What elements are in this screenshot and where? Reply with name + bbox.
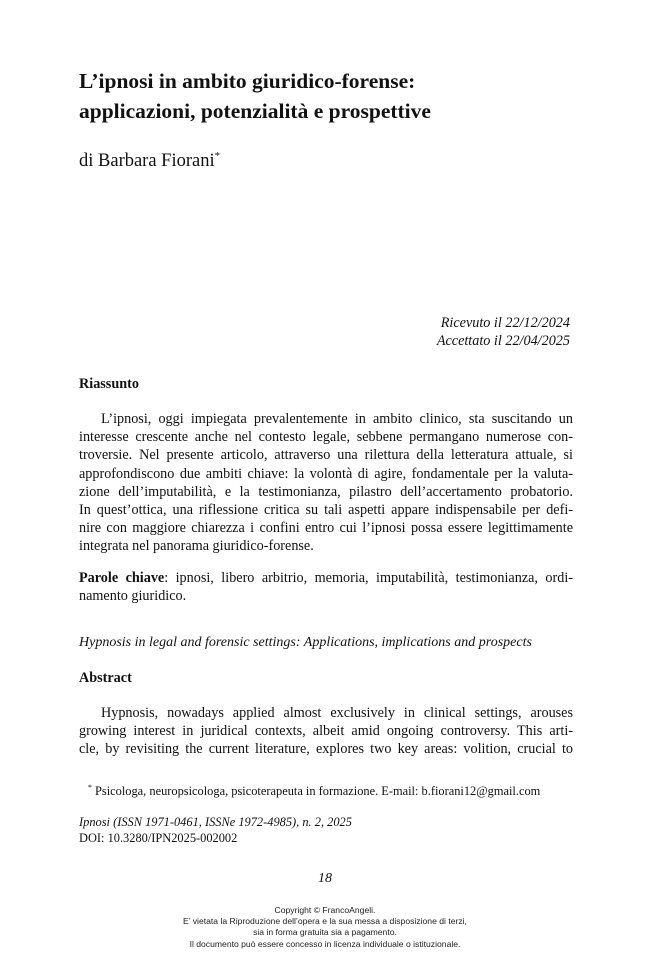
riassunto-line: In quest’ottica, una riflessione critica su tali aspetti appare indispensabile per defi- [79,502,573,519]
riassunto-line: interesse crescente anche nel contesto legale, sebbene permangano numerose con- [79,429,573,446]
copyright-line: Il documento può essere concesso in licenza individuale o istituzionale. [189,938,461,949]
riassunto-line: integrata nel panorama giuridico-forense. [79,538,314,555]
page-number: 18 [318,871,332,886]
riassunto-line: troversie. Nel presente articolo, attraverso una rilettura della letteratura attuale, si [79,447,573,464]
article-title [79,66,599,126]
riassunto-body [79,410,573,556]
abstract-line: growing interest in juridical contexts, albeit amid ongoing controversy. This arti- [79,723,573,740]
journal-info [79,815,352,846]
english-title: Hypnosis in legal and forensic settings: Applications, implications and prospects [79,635,532,650]
abstract-line: Hypnosis, nowadays applied almost exclusively in clinical settings, arouses [101,705,573,721]
title-line-1: L’ipnosi in ambito giuridico-forense: [79,69,416,93]
abstract-line: cle, by revisiting the current literature, explores two key areas: volition, crucial to [79,741,573,758]
keywords-block [79,569,573,605]
received-date: Ricevuto il 22/12/2024 [440,315,570,331]
copyright-notice [0,905,650,950]
footnote [88,784,540,799]
keywords-label: Parole chiave [79,570,165,586]
riassunto-line: zione dell’imputabilità, e la testimonianza, pilastro dell’accertamento probatorio. [79,483,573,500]
footnote-text: Psicologa, neuropsicologa, psicoterapeuta in formazione. E-mail: b.fiorani12@gmail.com [95,784,541,798]
title-line-2: applicazioni, potenzialità e prospettive [79,99,431,123]
riassunto-line: nire con maggiore chiarezza i confini entro cui l’ipnosi possa essere legittimamente [79,520,573,537]
riassunto-heading: Riassunto [79,376,139,392]
abstract-heading: Abstract [79,670,132,686]
copyright-line: sia in forma gratuita sia a pagamento. [253,927,397,938]
submission-dates [437,314,570,350]
copyright-line: E’ vietata la Riproduzione dell’opera e la sua messa a disposizione di terzi, [183,916,467,927]
author-footnote-mark[interactable]: * [214,149,221,162]
footnote-mark: * [88,782,92,792]
keywords-text: : ipnosi, libero arbitrio, memoria, imputabilità, testimonianza, ordi- [164,570,574,586]
author-name: di Barbara Fiorani [79,151,215,171]
copyright-line: Copyright © FrancoAngeli. [274,905,376,915]
keywords-line-2: namento giuridico. [79,588,187,605]
keywords-line-1 [79,569,573,587]
riassunto-line: approfondiscono due ambiti chiave: la volontà di agire, fondamentale per la valuta- [79,465,573,482]
doi[interactable]: DOI: 10.3280/IPN2025-002002 [79,830,238,845]
riassunto-line: L’ipnosi, oggi impiegata prevalentemente in ambito clinico, sta suscitando un [101,411,573,427]
journal-citation: Ipnosi (ISSN 1971-0461, ISSNe 1972-4985), n. 2, 2025 [79,815,352,829]
accepted-date: Accettato il 22/04/2025 [436,333,570,349]
author-byline [79,151,220,172]
abstract-body [79,704,573,759]
